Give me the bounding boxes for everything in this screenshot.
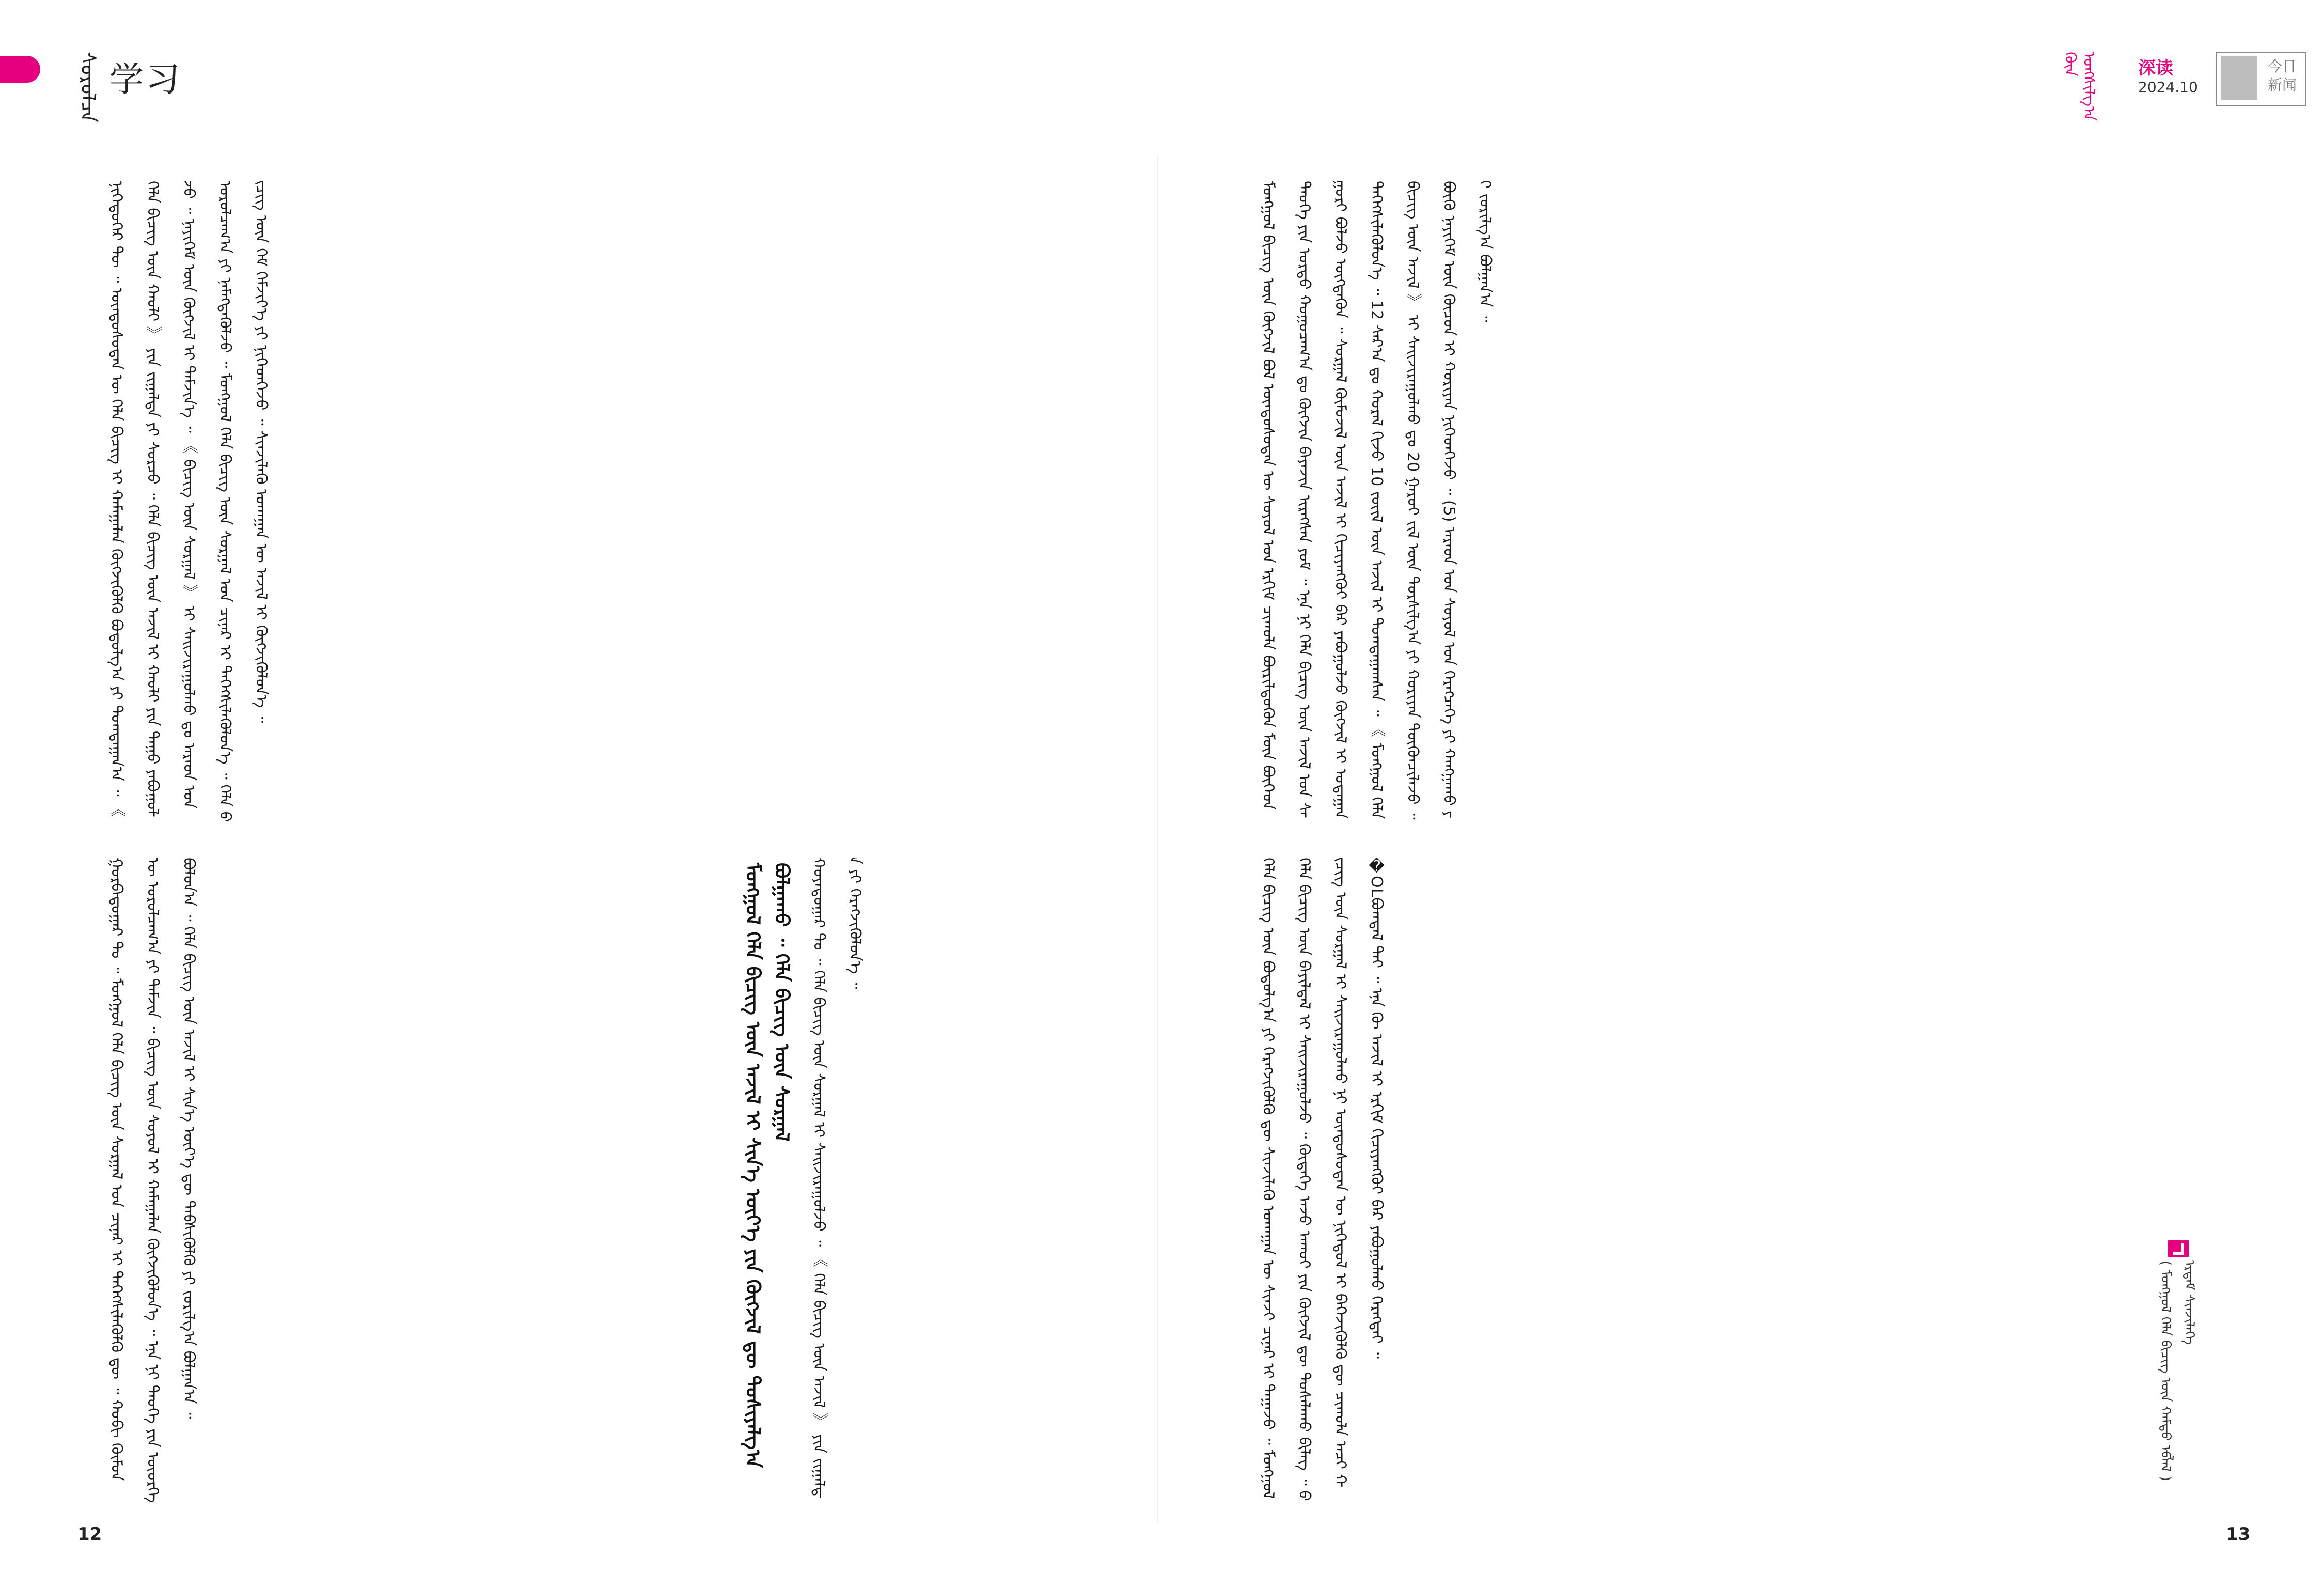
article-byline: ( ᠮᠣᠩᠭᠣᠯ ᠬᠡᠯᠡ ᠪᠢᠴᠢᠭ ᠦᠨ ᠬᠠᠮᠲᠤ ᠡᠪᠯᠡᠯ ) ᠡᠷᠳᠡᠮ ᠰᠢᠨᠵᠢᠯᠡᠭᠡ: [2158, 1260, 2197, 1482]
left-page-lower-text-a: ᠬᠣᠶᠠᠳᠤᠭᠠᠷ ᠲᠤ ᠃ ᠬᠡᠯᠡ ᠪᠢᠴᠢᠭ ᠦᠨ ᠰᠤᠷᠭᠠᠯ ᠢ ᠰᠠᠢᠵᠢᠷᠠᠭᠤᠯᠵᠤ ᠃ 《 ᠬᠡᠯᠡ ᠪᠢᠴᠢᠭ ᠦᠨ ᠠᠵᠢᠯ 》 ᠶᠢᠨ ᠵᠢᠭᠠᠯᠲᠠ ᠶᠢ ᠬᠡᠷᠡᠭᠵᠢᠭᠦᠯᠦᠨ᠎ᠡ ᠃: [810, 858, 864, 1498]
logo-mark-icon: [2221, 56, 2257, 100]
page-number-right: 13: [2226, 1524, 2251, 1545]
section-title-mongolian: ᠰᠤᠷᠤᠯᠴᠠ: [76, 52, 100, 123]
section-title: 学习: [109, 59, 182, 99]
magazine-header: [2061, 52, 2309, 121]
right-page-upper-text: ᠮᠣᠩᠭᠣᠯ ᠪᠢᠴᠢᠭ ᠦᠨ ᠬᠥᠭᠵᠢᠯ ᠪᠣᠯ ᠦᠨᠳᠦᠰᠦᠲᠡᠨ ᠦ ᠰᠣᠶᠣᠯ ᠤᠨ ᠡᠷᠬᠢᠮ ᠴᠢᠬᠤᠯᠠ ᠪᠦᠷᠢᠯᠳᠦᠬᠦᠨ ᠮᠥᠨ ᠪᠥᠭᠡᠳ ᠲᠡᠦᠬᠡ ᠶᠢᠨ ᠤᠷᠲᠤ ᠬᠤᠭᠤᠴᠠᠭ᠎ᠠ ᠳᠤ ᠬᠥᠭᠵᠢᠨ ᠪᠡᠶᠡᠵᠢᠨ ᠢᠷᠡᠭᠰᠡᠨ ᠶᠤᠮ ᠃ ᠡᠨᠡ ᠨᠢ ᠬᠡᠯᠡ ᠪᠢᠴᠢᠭ ᠦᠨ ᠠᠵᠢᠯ ᠤᠨ ᠰᠠᠭᠤᠷᠢ ᠪᠣᠯᠵᠤ ᠥᠭᠳᠡᠭᠦᠨ ᠃ ᠰᠤᠷᠭᠠᠯ ᠬᠦᠮᠦᠵᠢᠯ ᠦᠨ ᠠᠵᠢᠯ ᠢ ᠬᠢᠴᠢᠶᠡᠩᠭᠦᠢ ᠪᠡᠷ ᠶᠠᠪᠤᠭᠤᠯᠵᠤ ᠬᠥᠭᠵᠢᠯ ᠢ ᠤᠳᠠᠭᠠᠨ ᠳᠡᠭᠡᠭ᠌ᠰᠢᠯᠡᠭᠦᠯᠦᠨ᠎ᠡ ᠃ 12 ᠰᠠᠷ᠎ᠠ ᠳᠤ ᠬᠤᠷᠠᠯ ᠬᠢᠵᠦ 10 ᠵᠦᠢᠯ ᠦᠨ ᠠᠵᠢᠯ ᠢ ᠲᠣᠭᠲᠠᠭᠠᠭᠰᠠᠨ ᠃ 《 ᠮᠣᠩᠭᠣᠯ ᠬᠡᠯᠡ ᠪᠢᠴᠢᠭ ᠦᠨ ᠠᠵᠢᠯ 》 ᠢ ᠰᠠᠢᠵᠢᠷᠠᠭᠤᠯᠬᠤ ᠳᠤ 20 ᠭᠠᠷᠤᠢ ᠵᠢᠯ ᠦᠨ ᠲᠤᠷᠰᠢᠯᠭ᠎ᠠ ᠶᠢ ᠬᠤᠷᠢᠶᠠᠨ ᠳᠦᠭᠦᠨᠴᠢᠯᠡᠵᠦ ᠃ ᠪᠦᠬᠦ ᠨᠡᠶᠢᠭᠡᠮ ᠦᠨ ᠬᠦᠴᠦᠨ ᠢ ᠬᠤᠷᠢᠶᠠᠨ ᠨᠢᠭᠡᠳᠬᠡᠵᠦ ᠃ (5) ᠠᠷᠠᠳ ᠤᠨ ᠰᠣᠶᠣᠯ ᠤᠨ ᠬᠡᠷᠡᠭᠴᠡᠭᠡ ᠶᠢ ᠬᠠᠩᠭᠠᠬᠤ ᠶᠢ ᠵᠣᠷᠢᠯᠭ᠎ᠠ ᠪᠣᠯᠭᠠᠨ᠎ᠠ ᠃: [1259, 181, 1494, 820]
left-page-upper-text: ᠨᠢᠭᠡᠳᠦᠭᠡᠷ ᠲᠦ ᠃ ᠦᠨᠳᠦᠰᠦᠲᠡᠨ ᠦ ᠬᠡᠯᠡ ᠪᠢᠴᠢᠭ ᠢ ᠬᠠᠮᠠᠭᠠᠯᠠᠨ ᠬᠥᠭᠵᠢᠭᠦᠯᠬᠦ ᠪᠣᠳᠣᠯᠭ᠎ᠠ ᠶᠢ ᠲᠤᠭᠲᠠᠭᠠᠨ᠎ᠠ ᠃ 《 ᠬᠡᠯᠡ ᠪᠢᠴᠢᠭ ᠦᠨ ᠬᠠᠤᠯᠢ 》 ᠶᠢᠨ ᠵᠢᠭᠠᠯᠲᠠ ᠶᠢ ᠰᠤᠷᠴᠤ ᠃ ᠬᠡᠯᠡ ᠪᠢᠴᠢᠭ ᠦᠨ ᠠᠵᠢᠯ ᠢ ᠬᠠᠤᠯᠢ ᠶᠢᠨ ᠳᠠᠭᠤ ᠶᠠᠪᠤᠭᠤᠯᠵᠤ ᠃ ᠨᠡᠶᠢᠭᠡᠮ ᠦᠨ ᠬᠥᠭᠵᠢᠯ ᠢ ᠳᠡᠮᠵᠢᠨ᠎ᠡ ᠃ 《 ᠪᠢᠴᠢᠭ ᠦᠨ ᠰᠤᠷᠭᠠᠯ 》 ᠢ ᠰᠠᠢᠵᠢᠷᠠᠭᠤᠯᠬᠤ ᠳᠤ ᠠᠷᠠᠳ ᠤᠨ ᠣᠷᠤᠯᠴᠠᠭ᠎ᠠ ᠶᠢ ᠨᠡᠮᠡᠭᠳᠡᠭᠦᠯᠵᠦ ᠃ ᠮᠣᠩᠭᠣᠯ ᠬᠡᠯᠡ ᠪᠢᠴᠢᠭ ᠦᠨ ᠰᠤᠷᠭᠠᠯ ᠤᠨ ᠴᠢᠨᠠᠷ ᠢ ᠳᠡᠭᠡᠭ᠌ᠰᠢᠯᠡᠭᠦᠯᠦᠨ᠎ᠡ ᠃ ᠬᠡᠯᠡ ᠪᠢᠴᠢᠭ ᠦᠨ ᠬᠡᠮ ᠬᠡᠮᠵᠢᠶ᠎ᠡ ᠶᠢ ᠨᠢᠭᠡᠳᠬᠡᠵᠦ ᠃ ᠰᠢᠨᠵᠢᠯᠡᠬᠦ ᠤᠬᠠᠭᠠᠨ ᠦ ᠠᠵᠢᠯ ᠢ ᠬᠥᠭᠵᠢᠭᠦᠯᠦᠨ᠎ᠡ ᠃: [107, 181, 270, 820]
section-headline: ᠮᠣᠩᠭᠣᠯ ᠬᠡᠯᠡ ᠪᠢᠴᠢᠭ ᠦᠨ ᠠᠵᠢᠯ ᠢ ᠰᠢᠨ᠎ᠡ ᠦᠶ᠎ᠡ ᠶᠢᠨ ᠬᠥᠭᠵᠢᠯ ᠳᠦ ᠲᠤᠰᠢᠶᠠᠯᠭ᠎ᠠ ᠪᠣᠯᠭᠠᠬᠤ ᠃ ᠬᠡᠯᠡ ᠪᠢᠴᠢᠭ ᠦᠨ ᠰᠤᠷᠭᠠᠯ: [742, 863, 793, 1468]
logo-text: 今日新闻: [2267, 58, 2297, 94]
page-gutter: [1157, 155, 1158, 1524]
section-tab-marker: [0, 56, 40, 83]
page-number-left: 12: [77, 1524, 102, 1545]
column-title: 深读: [2138, 58, 2173, 79]
magazine-logo: [2216, 52, 2306, 106]
magazine-title-mongolian: ᠭᠦᠨ ᠤᠩᠰᠢᠯᠭ᠎ᠠ: [2061, 52, 2098, 121]
article-start-mark-icon: [2168, 1240, 2189, 1257]
left-page-lower-text-b: ᠭᠤᠷᠪᠠᠳᠤᠭᠠᠷ ᠲᠤ ᠃ ᠮᠣᠩᠭᠣᠯ ᠬᠡᠯᠡ ᠪᠢᠴᠢᠭ ᠦᠨ ᠰᠤᠷᠭᠠᠯ ᠤᠨ ᠴᠢᠨᠠᠷ ᠢ ᠳᠡᠭᠡᠭ᠌ᠰᠢᠯᠡᠭᠦᠯᠬᠦ ᠳᠦ ᠃ ᠬᠤᠪᠢ ᠬᠦᠮᠦᠨ ᠦ ᠣᠷᠤᠯᠴᠠᠭ᠎ᠠ ᠶᠢ ᠳᠡᠮᠵᠢᠨ ᠃ ᠪᠢᠴᠢᠭ ᠦᠨ ᠰᠤᠶᠤᠯ ᠢ ᠬᠠᠮᠠᠭᠠᠯᠠᠨ ᠬᠥᠭᠵᠢᠭᠦᠯᠦᠨ᠎ᠡ ᠃ ᠡᠨᠡ ᠨᠢ ᠲᠡᠦᠬᠡ ᠶᠢᠨ ᠦᠦᠷᠭᠡ ᠪᠣᠯᠤᠨ᠎ᠠ ᠃ ᠬᠡᠯᠡ ᠪᠢᠴᠢᠭ ᠦᠨ ᠠᠵᠢᠯ ᠢ ᠰᠢᠨ᠎ᠡ ᠦᠶ᠎ᠡ ᠳᠦ ᠳᠡᠪᠰᠢᠭᠦᠯᠬᠦ ᠶᠢ ᠵᠣᠷᠢᠯᠭ᠎ᠠ ᠪᠣᠯᠭᠠᠨ᠎ᠠ ᠃: [107, 858, 198, 1503]
right-page-lower-text: ᠬᠡᠯᠡ ᠪᠢᠴᠢᠭ ᠦᠨ ᠪᠣᠳᠤᠯᠭ᠎ᠠ ᠶᠢ ᠬᠡᠷᠡᠭᠵᠢᠭᠦᠯᠬᠦ ᠳᠦ ᠰᠢᠨᠵᠢᠯᠡᠬᠦ ᠤᠬᠠᠭᠠᠨ ᠦ ᠰᠢᠨᠵᠢ ᠴᠢᠨᠠᠷ ᠢ ᠳᠠᠭᠠᠵᠤ ᠃ ᠮᠣᠩᠭᠣᠯ ᠬᠡᠯᠡ ᠪᠢᠴᠢᠭ ᠦᠨ ᠪᠠᠶᠢᠯᠳᠠᠯ ᠢ ᠰᠠᠢᠵᠢᠷᠠᠭᠤᠯᠵᠤ ᠃ ᠬᠥᠳᠡᠭᠡ ᠠᠵᠤ ᠠᠬᠤᠢ ᠶᠢᠨ ᠬᠥᠭᠵᠢᠯ ᠳᠦ ᠲᠤᠰᠠᠯᠠᠬᠤ ᠪᠢᠯᠡᠭ ᠃ ᠪᠢᠴᠢᠭ ᠦᠨ ᠰᠤᠷᠭᠠᠯ ᠢ ᠰᠠᠢᠵᠢᠷᠠᠭᠤᠯᠬᠤ ᠨᠢ ᠦᠨᠳᠦᠰᠦᠲᠡᠨ ᠦ ᠨᠢᠭᠡᠳᠦᠯ ᠢ ᠪᠡᠬᠡᠵᠢᠭᠦᠯᠬᠦ ᠳᠦ ᠴᠢᠬᠤᠯᠠ ᠠᠴᠢ ᠬ�OLᠪᠣᠭᠳᠠᠯ ᠲᠠᠢ ᠃ ᠡᠨᠡ ᠬᠦ ᠠᠵᠢᠯ ᠢ ᠡᠷᠬᠢᠮ ᠬᠢᠴᠢᠶᠡᠩᠭᠦᠢ ᠪᠡᠷ ᠶᠠᠪᠤᠭᠤᠯᠬᠤ ᠬᠡᠷᠡᠭᠲᠡᠢ ᠃: [1259, 858, 1386, 1500]
issue-date: 2024.10: [2138, 79, 2198, 96]
